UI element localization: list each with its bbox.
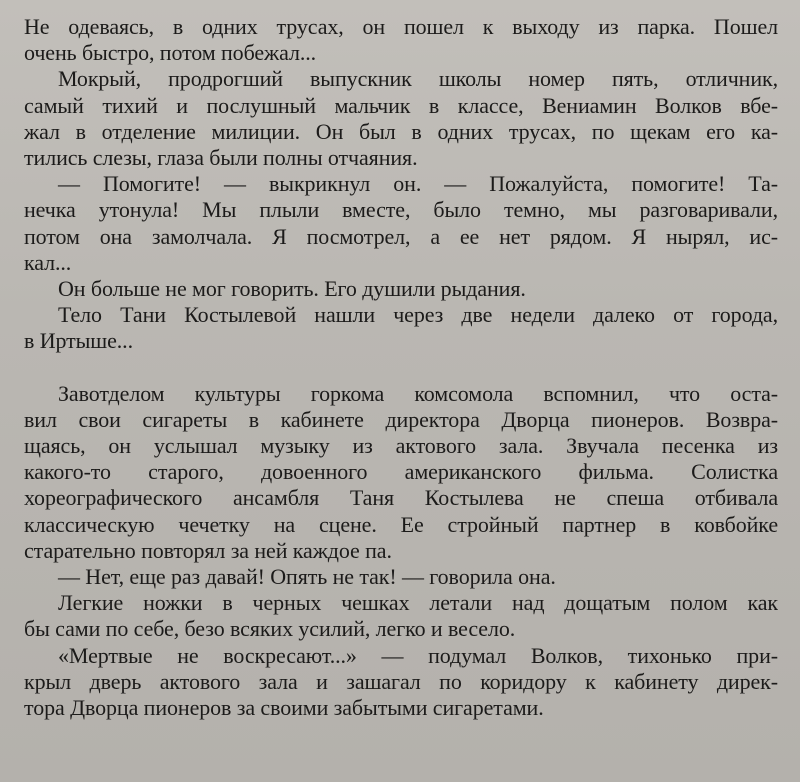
- text-line: хореографического ансамбля Таня Костылева не спеша отбивала: [24, 485, 778, 511]
- paragraph: [24, 276, 778, 302]
- text-line: нечка утонула! Мы плыли вместе, было темно, мы разговаривали,: [24, 197, 778, 223]
- paragraph: [24, 590, 778, 642]
- section-1: [24, 14, 778, 355]
- paragraph: [24, 14, 778, 66]
- paragraph: [24, 171, 778, 276]
- paragraph: [24, 564, 778, 590]
- text-line: Тело Тани Костылевой нашли через две недели далеко от города,: [58, 302, 778, 328]
- text-line: «Мертвые не воскресают...» — подумал Волков, тихонько при-: [58, 642, 778, 668]
- text-line: бы сами по себе, безо всяких усилий, легко и весело.: [24, 616, 516, 642]
- text-line: Легкие ножки в черных чешках летали над дощатым полом как: [58, 590, 778, 616]
- text-line: Завотделом культуры горкома комсомола вспомнил, что оста-: [58, 380, 778, 406]
- section-2: [24, 381, 778, 722]
- paragraph: [24, 381, 778, 564]
- text-line: Не одеваясь, в одних трусах, он пошел к выходу из парка. Пошел: [24, 14, 778, 39]
- paragraph: [24, 643, 778, 722]
- text-line: старательно повторял за ней каждое па.: [24, 537, 392, 563]
- text-line: жал в отделение милиции. Он был в одних трусах, по щекам его ка-: [24, 118, 778, 144]
- text-line: самый тихий и послушный мальчик в классе, Вениамин Волков вбе-: [24, 92, 778, 118]
- text-line: потом она замолчала. Я посмотрел, а ее нет рядом. Я нырял, ис-: [24, 223, 778, 249]
- text-line: вил свои сигареты в кабинете директора Дворца пионеров. Возвра-: [24, 406, 778, 432]
- text-line: — Нет, еще раз давай! Опять не так! — говорила она.: [58, 564, 556, 590]
- paragraph: [24, 66, 778, 171]
- text-line: в Иртыше...: [24, 328, 133, 354]
- text-line: крыл дверь актового зала и зашагал по коридору к кабинету дирек-: [24, 668, 778, 694]
- text-line: — Помогите! — выкрикнул он. — Пожалуйста, помогите! Та-: [58, 171, 778, 197]
- text-line: щаясь, он услышал музыку из актового зала. Звучала песенка из: [24, 433, 778, 459]
- text-line: кал...: [24, 249, 72, 275]
- section-gap: [24, 355, 778, 381]
- text-line: классическую чечетку на сцене. Ее стройный партнер в ковбойке: [24, 511, 778, 537]
- text-line: очень быстро, потом побежал...: [24, 40, 317, 66]
- text-line: тора Дворца пионеров за своими забытыми сигаретами.: [24, 695, 544, 721]
- paragraph: [24, 302, 778, 354]
- text-line: какого-то старого, довоенного американского фильма. Солистка: [24, 459, 778, 485]
- text-line: тились слезы, глаза были полны отчаяния.: [24, 145, 418, 171]
- text-line: Мокрый, продрогший выпускник школы номер пять, отличник,: [58, 66, 778, 92]
- text-line: Он больше не мог говорить. Его душили рыдания.: [58, 276, 526, 302]
